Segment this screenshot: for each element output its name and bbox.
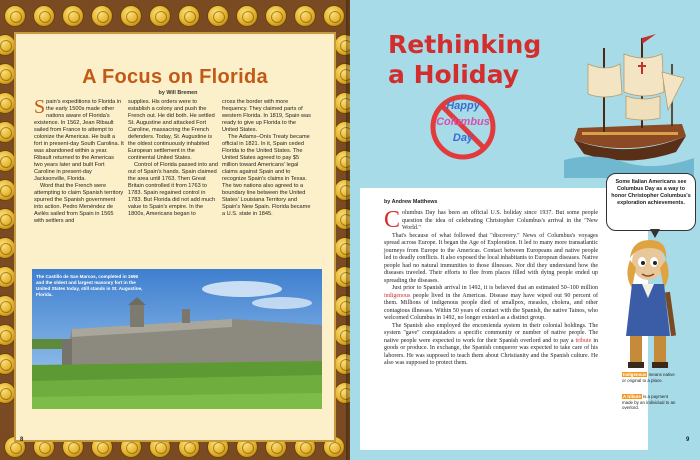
stamp-word: Happy bbox=[446, 100, 480, 112]
paragraph-text: The Spanish also employed the encomienda system in their colonial holdings. The system "gave" conquistadors a specific community or number of native people. The native people were expected to work for their Spanish overlord and to pay a bbox=[384, 322, 598, 344]
column-paragraph: The Adams–Onís Treaty became official in 1821. In it, Spain ceded Florida to the United States. The United States agreed to pay $5 million toward Americans' legal claims against Spain and to recognize Spain's claims in Texas. The two nations also agreed to a boundary line between the United States' Louisiana Territory and Spain's New Spain. Florida became a U.S. state in 1845. bbox=[222, 134, 311, 217]
right-article-byline: by Andrew Matthews bbox=[384, 199, 438, 205]
right-article-title bbox=[388, 30, 541, 90]
gold-coin-icon bbox=[323, 5, 345, 27]
dropcap-c: C bbox=[384, 207, 401, 233]
gold-coin-icon bbox=[265, 5, 287, 27]
article-column-1 bbox=[34, 96, 124, 225]
page-number-left: 8 bbox=[20, 437, 24, 443]
gold-coin-icon bbox=[236, 5, 258, 27]
gold-coin-icon bbox=[178, 5, 200, 27]
page-number-right: 9 bbox=[686, 437, 690, 443]
paragraph-text: Just prior to Spanish arrival in 1492, it is believed that an estimated 50–100 million bbox=[392, 285, 598, 291]
left-article-title: A Focus on Florida bbox=[82, 66, 268, 88]
gold-coin-icon bbox=[91, 5, 113, 27]
stamp-word: Day bbox=[452, 132, 474, 144]
gold-coin-icon bbox=[149, 5, 171, 27]
column-paragraph: Word that the French were attempting to claim Spanish territory spurred the Spanish government into action. Pedro Menéndez de Avilés sailed from Spain in 1565 with settlers and bbox=[34, 183, 124, 224]
gold-coin-icon bbox=[294, 5, 316, 27]
article-column-2 bbox=[128, 99, 218, 218]
galleon-ship-icon bbox=[564, 28, 694, 178]
column-paragraph: Control of Florida passed into and out of Spain's hands. Spain claimed the area until 1763. Then Great Britain controlled it from 1763 to 1783. Spain regained control in 1783. But Florida did not add much value to Spain's empire. In the 1800s, Americans began to bbox=[128, 162, 218, 217]
left-article-byline: by Will Bremen bbox=[158, 90, 198, 96]
gold-coin-icon bbox=[33, 5, 55, 27]
column-paragraph: cross the border with more frequency. They claimed parts of western Florida. In 1819, Spain was ready to give up Florida to the United States. bbox=[222, 99, 311, 133]
gold-coin-icon bbox=[120, 5, 142, 27]
glossary-entry bbox=[622, 372, 678, 383]
right-page bbox=[350, 0, 700, 460]
stamp-word: Columbus bbox=[436, 116, 490, 128]
glossary-term: Indigenous bbox=[623, 372, 647, 377]
title-line-2: a Holiday bbox=[388, 60, 520, 89]
body-paragraph bbox=[384, 285, 598, 323]
column-paragraph: pain's expeditions to Florida in the early 1500s made other nations aware of Florida's existence. In 1562, Jean Ribault sailed from France to attempt to colonize the Americas. He built a fort in present-day South Carolina. It was abandoned within a year. Ribault returned to the Americas two years later and built Fort Caroline in present-day Jacksonville, Florida. bbox=[34, 99, 124, 182]
glossary-definition: means native or original to a place. bbox=[622, 372, 675, 383]
body-paragraph: That's because of what followed that "discovery." News of Columbus's voyages spread across Europe. It began the Age of Exploration. It led to many more transatlantic journeys from Europe to the Americas. Contact between Europeans and native people led to deadly conflicts. It also exposed the local inhabitants to European diseases. Native people had no natural immunities to those illnesses. Nor did they understand how the diseases traveled. Their efforts to flee from places filled with dying people ended up spreading the diseases. bbox=[384, 232, 598, 284]
body-paragraph: olumbus Day has been an official U.S. holiday since 1937. But some people question the idea of celebrating Christopher Columbus's arrival in the "New World." bbox=[402, 210, 598, 231]
dropcap-s: S bbox=[34, 96, 46, 118]
article-body bbox=[384, 207, 599, 368]
body-paragraph bbox=[384, 323, 598, 368]
columbus-figure-icon bbox=[618, 236, 688, 376]
article-column-3 bbox=[222, 99, 312, 218]
photo-caption: The Castillo de San Marcos, completed in 1695 and the oldest and largest masonry fort in the United States today, still stands in St. Augustine, Florida. bbox=[36, 274, 143, 297]
paragraph-text: in goods or produce. In exchange, the Spanish conqueror was expected to take care of his laborers. He was supposed to teach them about Christianity and the Spanish culture. He also was supposed to protect them. bbox=[384, 337, 599, 366]
gold-coin-icon bbox=[4, 5, 26, 27]
paragraph-text: people lived in the Americas. Disease may have wiped out 90 percent of them. Millions of indigenous people died of smallpox, measles, cholera, and other contagious illnesses. Within 50 years of contact with the Spanish, the native Tainos, who welcomed Columbus in 1492, no longer existed as a distinct group. bbox=[384, 292, 598, 321]
glossary-term: A tribute bbox=[623, 394, 641, 399]
glossary-entry bbox=[622, 394, 678, 411]
speech-bubble: Some Italian Americans see Columbus Day as a way to honor Christopher Columbus's exploration achievements. bbox=[606, 173, 696, 231]
glossary-term-indigenous: indigenous bbox=[384, 292, 411, 299]
glossary-term-tribute: tribute bbox=[575, 337, 592, 344]
gold-coin-icon bbox=[207, 5, 229, 27]
no-columbus-day-stamp bbox=[428, 92, 498, 162]
gold-coin-icon bbox=[62, 5, 84, 27]
column-paragraph: supplies. His orders were to establish a colony and push the French out. He did both. He settled St. Augustine and attacked Fort Caroline, massacring the French defenders. Today, St. Augustine is the oldest continuously inhabited European settlement in the continental United States. bbox=[128, 99, 215, 161]
glossary-definition: is a payment made by an individual to an overlord. bbox=[622, 394, 676, 411]
title-line-1: Rethinking bbox=[388, 30, 542, 59]
castillo-photo bbox=[32, 269, 322, 409]
